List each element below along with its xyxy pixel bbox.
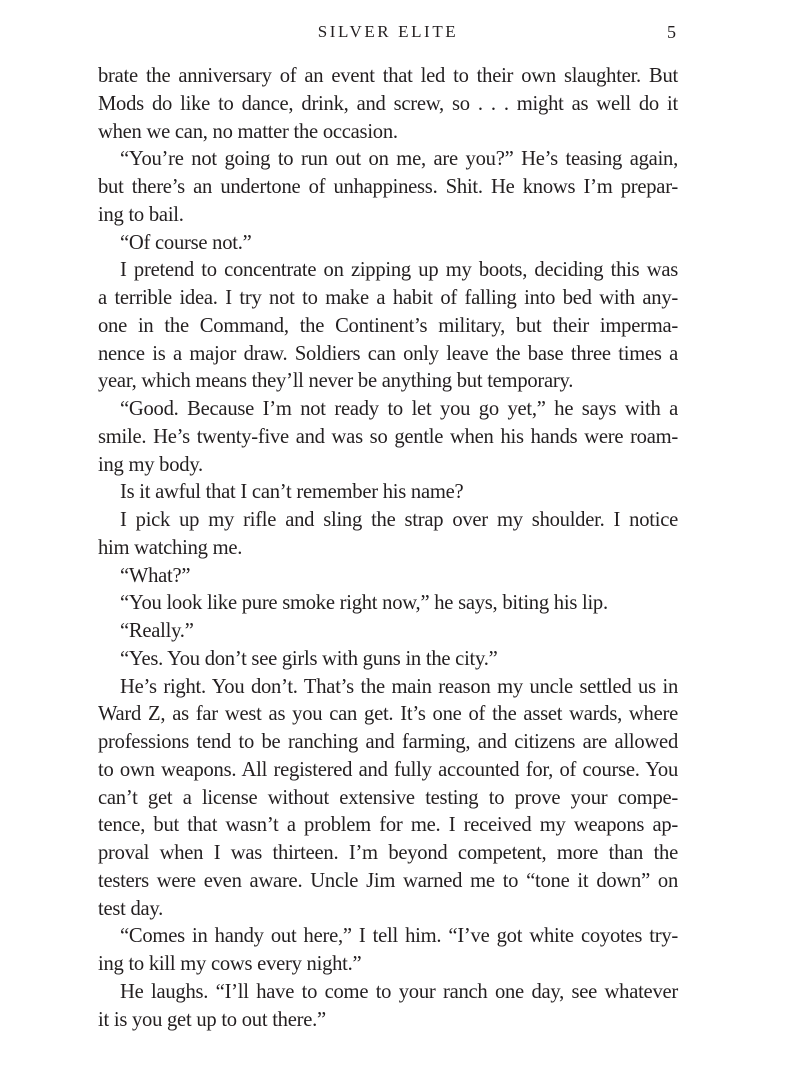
text-line: I pick up my rifle and sling the strap over my shoulder. I notice — [120, 509, 678, 531]
text-line: “Really.” — [120, 620, 194, 642]
text-line: can’t get a license without extensive testing to prove your compe- — [98, 786, 678, 809]
text-line: “Comes in handy out here,” I tell him. “I’ve got white coyotes try- — [120, 925, 678, 948]
text-line: him watching me. — [98, 536, 243, 559]
running-title: SILVER ELITE — [317, 22, 459, 41]
text-line: “Of course not.” — [120, 231, 252, 254]
text-line: Ward Z, as far west as you can get. It’s one of the asset wards, where — [98, 703, 678, 726]
text-line: it is you get up to out there.” — [98, 1008, 326, 1031]
text-line: I pretend to concentrate on zipping up my boots, deciding this was — [120, 259, 678, 282]
text-line: year, which means they’ll never be anything but temporary. — [98, 370, 574, 393]
text-line: He laughs. “I’ll have to come to your ranch one day, see whatever — [120, 980, 678, 1003]
text-line: proval when I was thirteen. I’m beyond competent, more than the — [98, 842, 678, 864]
running-header — [98, 22, 678, 48]
text-line: “You’re not going to run out on me, are you?” He’s teasing again, — [120, 148, 678, 171]
text-line: test day. — [98, 897, 164, 920]
text-line: testers were even aware. Uncle Jim warned me to “tone it down” on — [98, 869, 678, 892]
text-line: “You look like pure smoke right now,” he says, biting his lip. — [120, 592, 608, 615]
text-line: but there’s an undertone of unhappiness. Shit. He knows I’m prepar- — [98, 176, 678, 198]
text-line: He’s right. You don’t. That’s the main reason my uncle settled us in — [120, 675, 678, 698]
text-line: ing my body. — [98, 453, 203, 476]
text-line: ing to kill my cows every night.” — [98, 953, 362, 975]
text-line: professions tend to be ranching and farming, and citizens are allowed — [98, 731, 678, 753]
text-line: “Good. Because I’m not ready to let you go yet,” he says with a — [120, 398, 678, 420]
text-line: “Yes. You don’t see girls with guns in the city.” — [120, 647, 498, 670]
text-line: ing to bail. — [98, 203, 184, 226]
text-line: a terrible idea. I try not to make a habit of falling into bed with any- — [98, 287, 678, 309]
text-line: “What?” — [120, 564, 191, 587]
body-text — [98, 63, 678, 1034]
text-line: Is it awful that I can’t remember his name? — [120, 481, 464, 504]
text-line: when we can, no matter the occasion. — [98, 120, 398, 143]
text-line: smile. He’s twenty-five and was so gentle when his hands were roam- — [98, 425, 678, 448]
text-line: Mods do like to dance, drink, and screw, so . . . might as well do it — [98, 92, 678, 115]
text-line: one in the Command, the Continent’s military, but their imperma- — [98, 314, 678, 337]
text-line: to own weapons. All registered and fully accounted for, of course. You — [98, 758, 678, 781]
text-line: nence is a major draw. Soldiers can only leave the base three times a — [98, 342, 678, 365]
page-number: 5 — [667, 22, 676, 42]
text-line: tence, but that wasn’t a problem for me. I received my weapons ap- — [98, 814, 678, 837]
text-line: brate the anniversary of an event that led to their own slaughter. But — [98, 65, 678, 87]
